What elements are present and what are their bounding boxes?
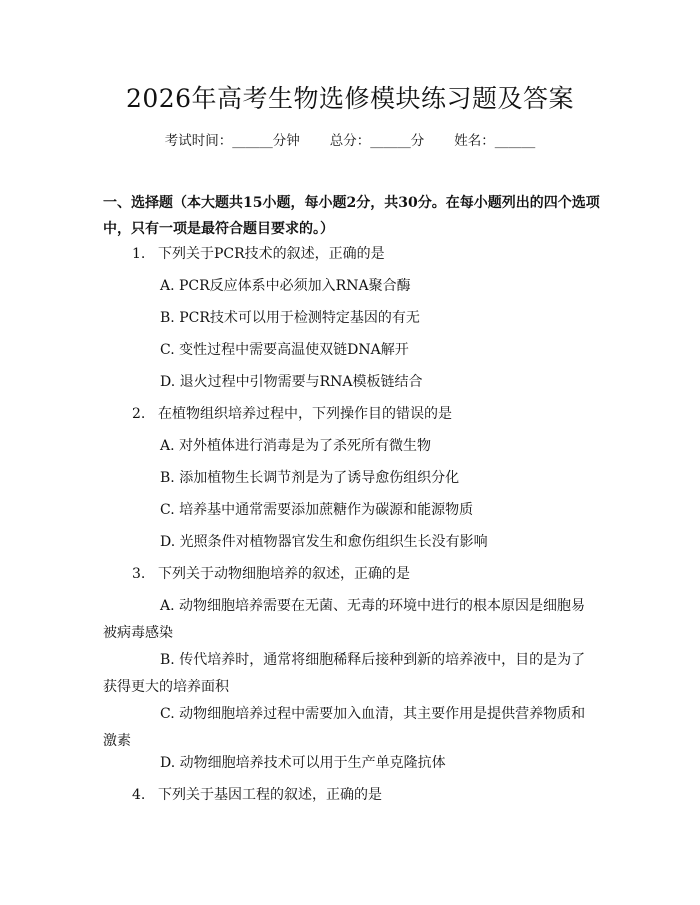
student-name-blank: ______	[494, 133, 536, 149]
exam-info-bar	[0, 131, 700, 151]
question-text: 下列关于动物细胞培养的叙述，正确的是	[158, 566, 410, 582]
question-text: 下列关于PCR技术的叙述，正确的是	[158, 246, 385, 262]
question-option: B. 传代培养时，通常将细胞稀释后接种到新的培养液中，目的是为了获得更大的培养面积	[103, 652, 586, 695]
question-option: B. PCR技术可以用于检测特定基因的有无	[160, 310, 420, 326]
question-option: C. 培养基中通常需要添加蔗糖作为碳源和能源物质	[160, 502, 474, 518]
section-heading: 一、选择题（本大题共15小题，每小题2分，共30分。在每小题列出的四个选项中，只有一项是最符合题目要求的。）	[103, 195, 600, 237]
exam-time-blank: ______	[232, 133, 273, 149]
question-text: 在植物组织培养过程中，下列操作目的错误的是	[158, 406, 452, 422]
total-score-field	[330, 131, 425, 151]
total-score-blank: ______	[370, 133, 411, 149]
total-score-unit: 分	[410, 133, 425, 149]
document-title: 2026年高考生物选修模块练习题及答案	[125, 84, 575, 113]
question-stem	[132, 563, 410, 585]
exam-time-label: 考试时间：	[164, 133, 233, 149]
question-number: 2.	[132, 406, 146, 422]
question-option: C. 动物细胞培养过程中需要加入血清，其主要作用是提供营养物质和激素	[103, 706, 586, 749]
question-option: D. 退火过程中引物需要与RNA模板链结合	[160, 374, 423, 390]
question-option: A. 对外植体进行消毒是为了杀死所有微生物	[160, 438, 432, 454]
question-text: 下列关于基因工程的叙述，正确的是	[158, 787, 382, 803]
student-name-label: 姓名：	[454, 133, 495, 149]
question-option: A. PCR反应体系中必须加入RNA聚合酶	[160, 278, 411, 294]
question-stem	[132, 403, 452, 425]
total-score-label: 总分：	[329, 133, 371, 149]
exam-time-unit: 分钟	[272, 133, 300, 149]
question-stem	[132, 784, 382, 806]
exam-time-field	[165, 131, 300, 151]
question-number: 4.	[132, 787, 146, 803]
question-number: 1.	[132, 246, 146, 262]
student-name-field	[454, 131, 535, 151]
question-option: C. 变性过程中需要高温使双链DNA解开	[160, 342, 409, 358]
question-option: D. 光照条件对植物器官发生和愈伤组织生长没有影响	[160, 534, 488, 550]
question-number: 3.	[132, 566, 146, 582]
question-option: D. 动物细胞培养技术可以用于生产单克隆抗体	[160, 755, 446, 771]
question-stem	[132, 243, 385, 265]
question-option: A. 动物细胞培养需要在无菌、无毒的环境中进行的根本原因是细胞易被病毒感染	[103, 598, 586, 641]
question-option: B. 添加植物生长调节剂是为了诱导愈伤组织分化	[160, 470, 460, 486]
